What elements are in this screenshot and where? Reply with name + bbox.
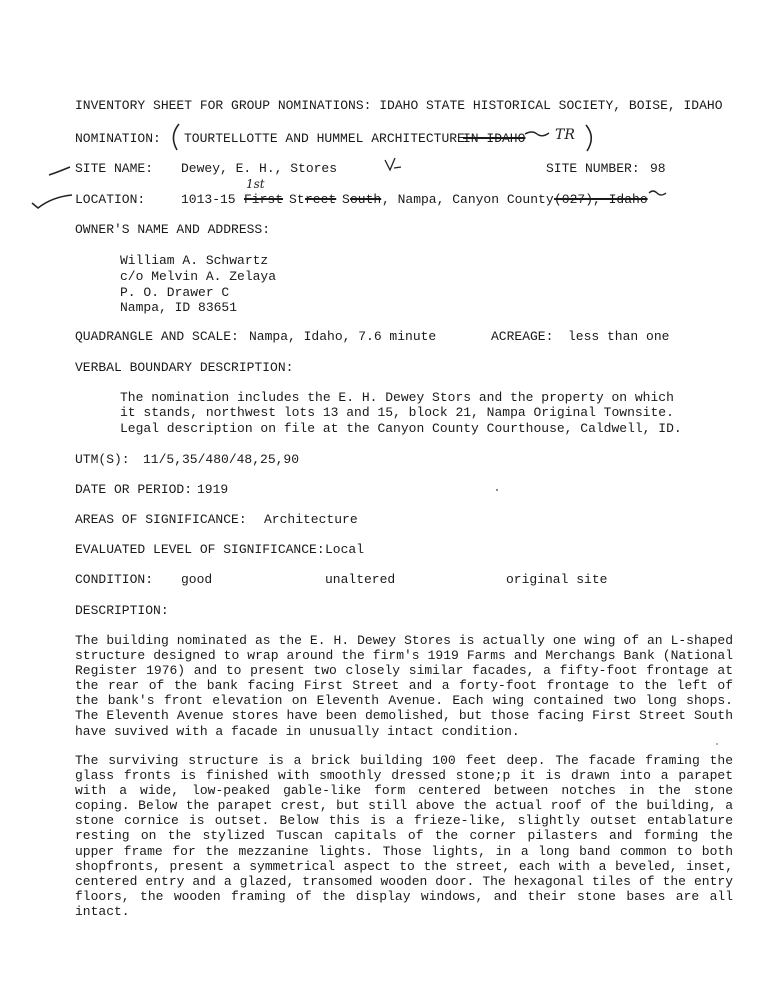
handwritten-close-paren-icon xyxy=(583,123,597,153)
acreage-label: ACREAGE: xyxy=(491,329,554,344)
page-header: INVENTORY SHEET FOR GROUP NOMINATIONS: IDAHO STATE HISTORICAL SOCIETY, BOISE, IDAHO xyxy=(75,98,723,113)
location-remainder: , Nampa, Canyon County xyxy=(382,192,554,207)
site-name-value: Dewey, E. H., Stores xyxy=(181,161,338,176)
level-label: EVALUATED LEVEL OF SIGNIFICANCE: xyxy=(75,542,325,557)
condition-value-1: good xyxy=(181,572,213,587)
handwritten-check-icon xyxy=(383,155,403,173)
description-paragraph-1: The building nominated as the E. H. Dewey Stores is actually one wing of an L-shaped structure designed to wrap around the firm's 1919 Farms and Merchangs Bank (National Register 1976) and to present two closely similar facades, a fifty-foot frontage at the rear of the bank facing First Street and a forty-foot frontage to the left of the bank's front elevation on Eleventh Avenue. Each wing contained two long shops. The Eleventh Avenue stores have been demolished, but those facing First Street South have suvived with a facade in unusually intact condition. xyxy=(75,633,733,739)
handwritten-scribble-icon xyxy=(648,188,668,198)
location-south-struck: outh xyxy=(350,192,382,207)
nomination-label: NOMINATION: xyxy=(75,131,161,146)
nomination-struck-text: IN IDAHO xyxy=(463,131,526,146)
checkmark-tick-icon xyxy=(48,164,72,178)
owner-label: OWNER'S NAME AND ADDRESS: xyxy=(75,222,271,237)
condition-value-2: unaltered xyxy=(325,572,396,587)
location-number: 1013-15 xyxy=(181,192,236,207)
location-street-struck: reet xyxy=(305,192,337,207)
boundary-label: VERBAL BOUNDARY DESCRIPTION: xyxy=(75,360,294,375)
handwritten-open-paren-icon xyxy=(168,122,182,152)
areas-label: AREAS OF SIGNIFICANCE: xyxy=(75,512,247,527)
scan-speck xyxy=(493,486,501,494)
owner-line: c/o Melvin A. Zelaya xyxy=(120,269,277,284)
utm-label: UTM(S): xyxy=(75,452,130,467)
boundary-line: The nomination includes the E. H. Dewey Stors and the property on which xyxy=(120,390,674,405)
date-value: 1919 xyxy=(197,482,229,497)
owner-line: Nampa, ID 83651 xyxy=(120,300,238,315)
level-value: Local xyxy=(325,542,365,557)
handwritten-dash-icon xyxy=(524,128,550,140)
site-name-label: SITE NAME: xyxy=(75,161,154,176)
areas-value: Architecture xyxy=(264,512,358,527)
owner-line: P. O. Drawer C xyxy=(120,285,230,300)
site-number-value: 98 xyxy=(650,161,666,176)
location-south-start: S xyxy=(342,192,350,207)
utm-value: 11/5,35/480/48,25,90 xyxy=(143,452,300,467)
acreage-value: less than one xyxy=(568,329,670,344)
nomination-handwritten-note: TR xyxy=(555,127,575,143)
site-number-label: SITE NUMBER: xyxy=(546,161,640,176)
location-label: LOCATION: xyxy=(75,192,146,207)
condition-value-3: original site xyxy=(506,572,608,587)
location-struck-tail: (027), Idaho xyxy=(554,192,648,207)
nomination-value: TOURTELLOTTE AND HUMMEL ARCHITECTURE xyxy=(184,131,465,146)
checkmark-tick-icon-2 xyxy=(30,191,74,211)
boundary-line: Legal description on file at the Canyon County Courthouse, Caldwell, ID. xyxy=(120,421,682,436)
owner-line: William A. Schwartz xyxy=(120,253,269,268)
location-struck-first: First xyxy=(244,192,284,207)
location-street-start: St xyxy=(289,192,305,207)
description-paragraph-2: The surviving structure is a brick building 100 feet deep. The facade framing the glass fronts is finished with smoothly dressed stone;p it is drawn into a parapet with a wide, low-peaked gable-like form centered between notches in the stone coping. Below the parapet crest, but still above the actual roof of the building, a stone cornice is outset. Below this is a frieze-like, slightly outset entablature resting on the stylized Tuscan capitals of the corner pilasters and forming the upper frame for the mezzanine lights. Those lights, in a long band common to both shopfronts, present a symmetrical aspect to the street, each with a beveled, inset, centered entry and a glazed, transomed wooden door. The hexagonal tiles of the entry floors, the wooden framing of the display windows, and their stone bases are all intact. xyxy=(75,753,733,919)
scan-speck xyxy=(714,741,720,747)
location-handwritten-insert: 1st xyxy=(246,177,265,191)
description-label: DESCRIPTION: xyxy=(75,603,169,618)
quadrangle-label: QUADRANGLE AND SCALE: xyxy=(75,329,239,344)
date-label: DATE OR PERIOD: xyxy=(75,482,193,497)
condition-label: CONDITION: xyxy=(75,572,154,587)
quadrangle-value: Nampa, Idaho, 7.6 minute xyxy=(249,329,437,344)
boundary-line: it stands, northwest lots 13 and 15, block 21, Nampa Original Townsite. xyxy=(120,405,674,420)
